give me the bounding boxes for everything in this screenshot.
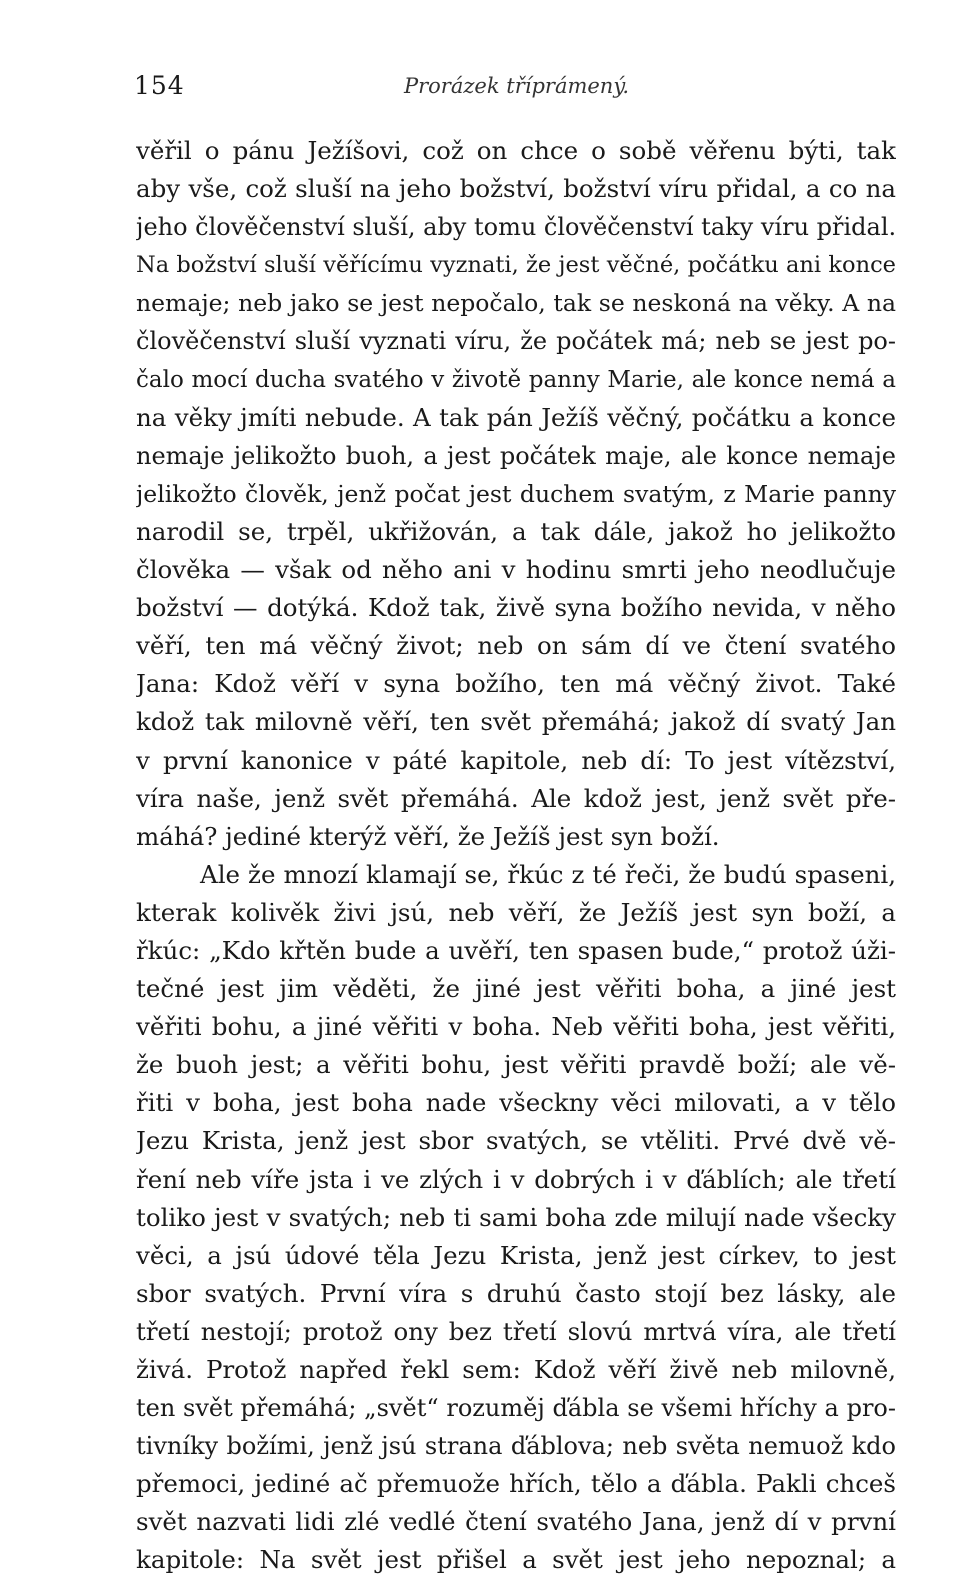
text-line: božství — dotýká. Kdož tak, živě syna božího nevida, v něho [136,593,896,623]
text-line: narodil se, trpěl, ukřižován, a tak dále, jakož ho jelikožto [136,516,896,546]
text-line: člověčenství sluší vyznati víru, že počátek má; neb se jest po- [136,327,896,356]
text-line: v první kanonice v páté kapitole, neb dí: To jest vítězství, [136,745,896,775]
text-line: Jana: Kdož věří v syna božího, ten má věčný život. Také [136,669,896,699]
text-line: věří, ten má věčný život; neb on sám dí ve čtení svatého [136,631,896,661]
text-line: že buoh jest; a věřiti bohu, jest věřiti pravdě boží; ale vě- [136,1050,896,1080]
text-line: věci, a jsú údové těla Jezu Krista, jenž jest církev, to jest [136,1240,896,1270]
text-line: sbor svatých. První víra s druhú často stojí bez lásky, ale [136,1278,896,1308]
text-line: jeho člověčenství sluší, aby tomu člověčenství taky víru přidal. [136,213,896,242]
text-line: aby vše, což sluší na jeho božství, božství víru přidal, a co na [136,174,896,204]
text-line: svět nazvati lidi zlé vedlé čtení svatého Jana, jenž dí v první [136,1507,896,1537]
text-line: tečné jest jim věděti, že jiné jest věřiti boha, a jiné jest [136,974,896,1004]
text-line: věřiti bohu, a jiné věřiti v boha. Neb věřiti boha, jest věřiti, [136,1012,896,1042]
text-line: Na božství sluší věřícímu vyznati, že jest věčné, počátku ani konce [136,252,896,279]
text-line: ten svět přemáhá; „svět“ rozuměj ďábla se všemi hříchy a pro- [136,1394,896,1423]
text-line: jelikožto člověk, jenž počat jest duchem svatým, z Marie panny [136,479,896,508]
text-line: kdož tak milovně věří, ten svět přemáhá; jakož dí svatý Jan [136,707,896,737]
text-line: ření neb víře jsta i ve zlých i v dobrých i v ďáblích; ale třetí [136,1164,896,1194]
text-line: nemaje jelikožto buoh, a jest počátek maje, ale konce nemaje [136,441,896,470]
body-text [136,132,896,1580]
text-line: máhá? jediné kterýž věří, že Ježíš jest syn boží. [136,821,720,851]
text-line: věřil o pánu Ježíšovi, což on chce o sobě věřenu býti, tak [136,136,896,165]
text-line: víra naše, jenž svět přemáhá. Ale kdož jest, jenž svět pře- [136,783,896,813]
text-line: tivníky božími, jenž jsú strana ďáblova; neb světa nemuož kdo [136,1432,896,1461]
text-line: kterak kolivěk živi jsú, neb věří, že Ježíš jest syn boží, a [136,897,896,927]
text-line: třetí nestojí; protož ony bez třetí slovú mrtvá víra, ale třetí [136,1316,896,1346]
running-title: Prorázek tříprámený. [404,74,630,98]
text-line: kapitole: Na svět jest přišel a svět jest jeho nepoznal; a [136,1545,896,1575]
text-line: řiti v boha, jest boha nade všeckny věci milovati, a v tělo [136,1088,896,1118]
text-line: na věky jmíti nebude. A tak pán Ježíš věčný, počátku a konce [136,402,896,432]
text-line: řkúc: „Kdo křtěn bude a uvěří, ten spasen bude,“ protož úži- [136,935,896,965]
text-line: nemaje; neb jako se jest nepočalo, tak se neskoná na věky. A na [136,289,896,318]
running-head [134,66,896,106]
text-line: člověka — však od něho ani v hodinu smrti jeho neodlučuje [136,555,896,585]
text-line: čalo mocí ducha svatého v životě panny Marie, ale konce nemá a [136,366,896,393]
text-line: přemoci, jediné ač přemuože hřích, tělo a ďábla. Pakli chceš [136,1469,896,1499]
text-line: Jezu Krista, jenž jest sbor svatých, se vtěliti. Prvé dvě vě- [136,1126,896,1156]
text-line: toliko jest v svatých; neb ti sami boha zde milují nade všecky [136,1202,896,1232]
text-line: živá. Protož napřed řekl sem: Kdož věří živě neb milovně, [136,1355,896,1384]
page-number: 154 [134,71,185,100]
text-line: Ale že mnozí klamají se, řkúc z té řeči, že budú spaseni, [200,859,896,889]
